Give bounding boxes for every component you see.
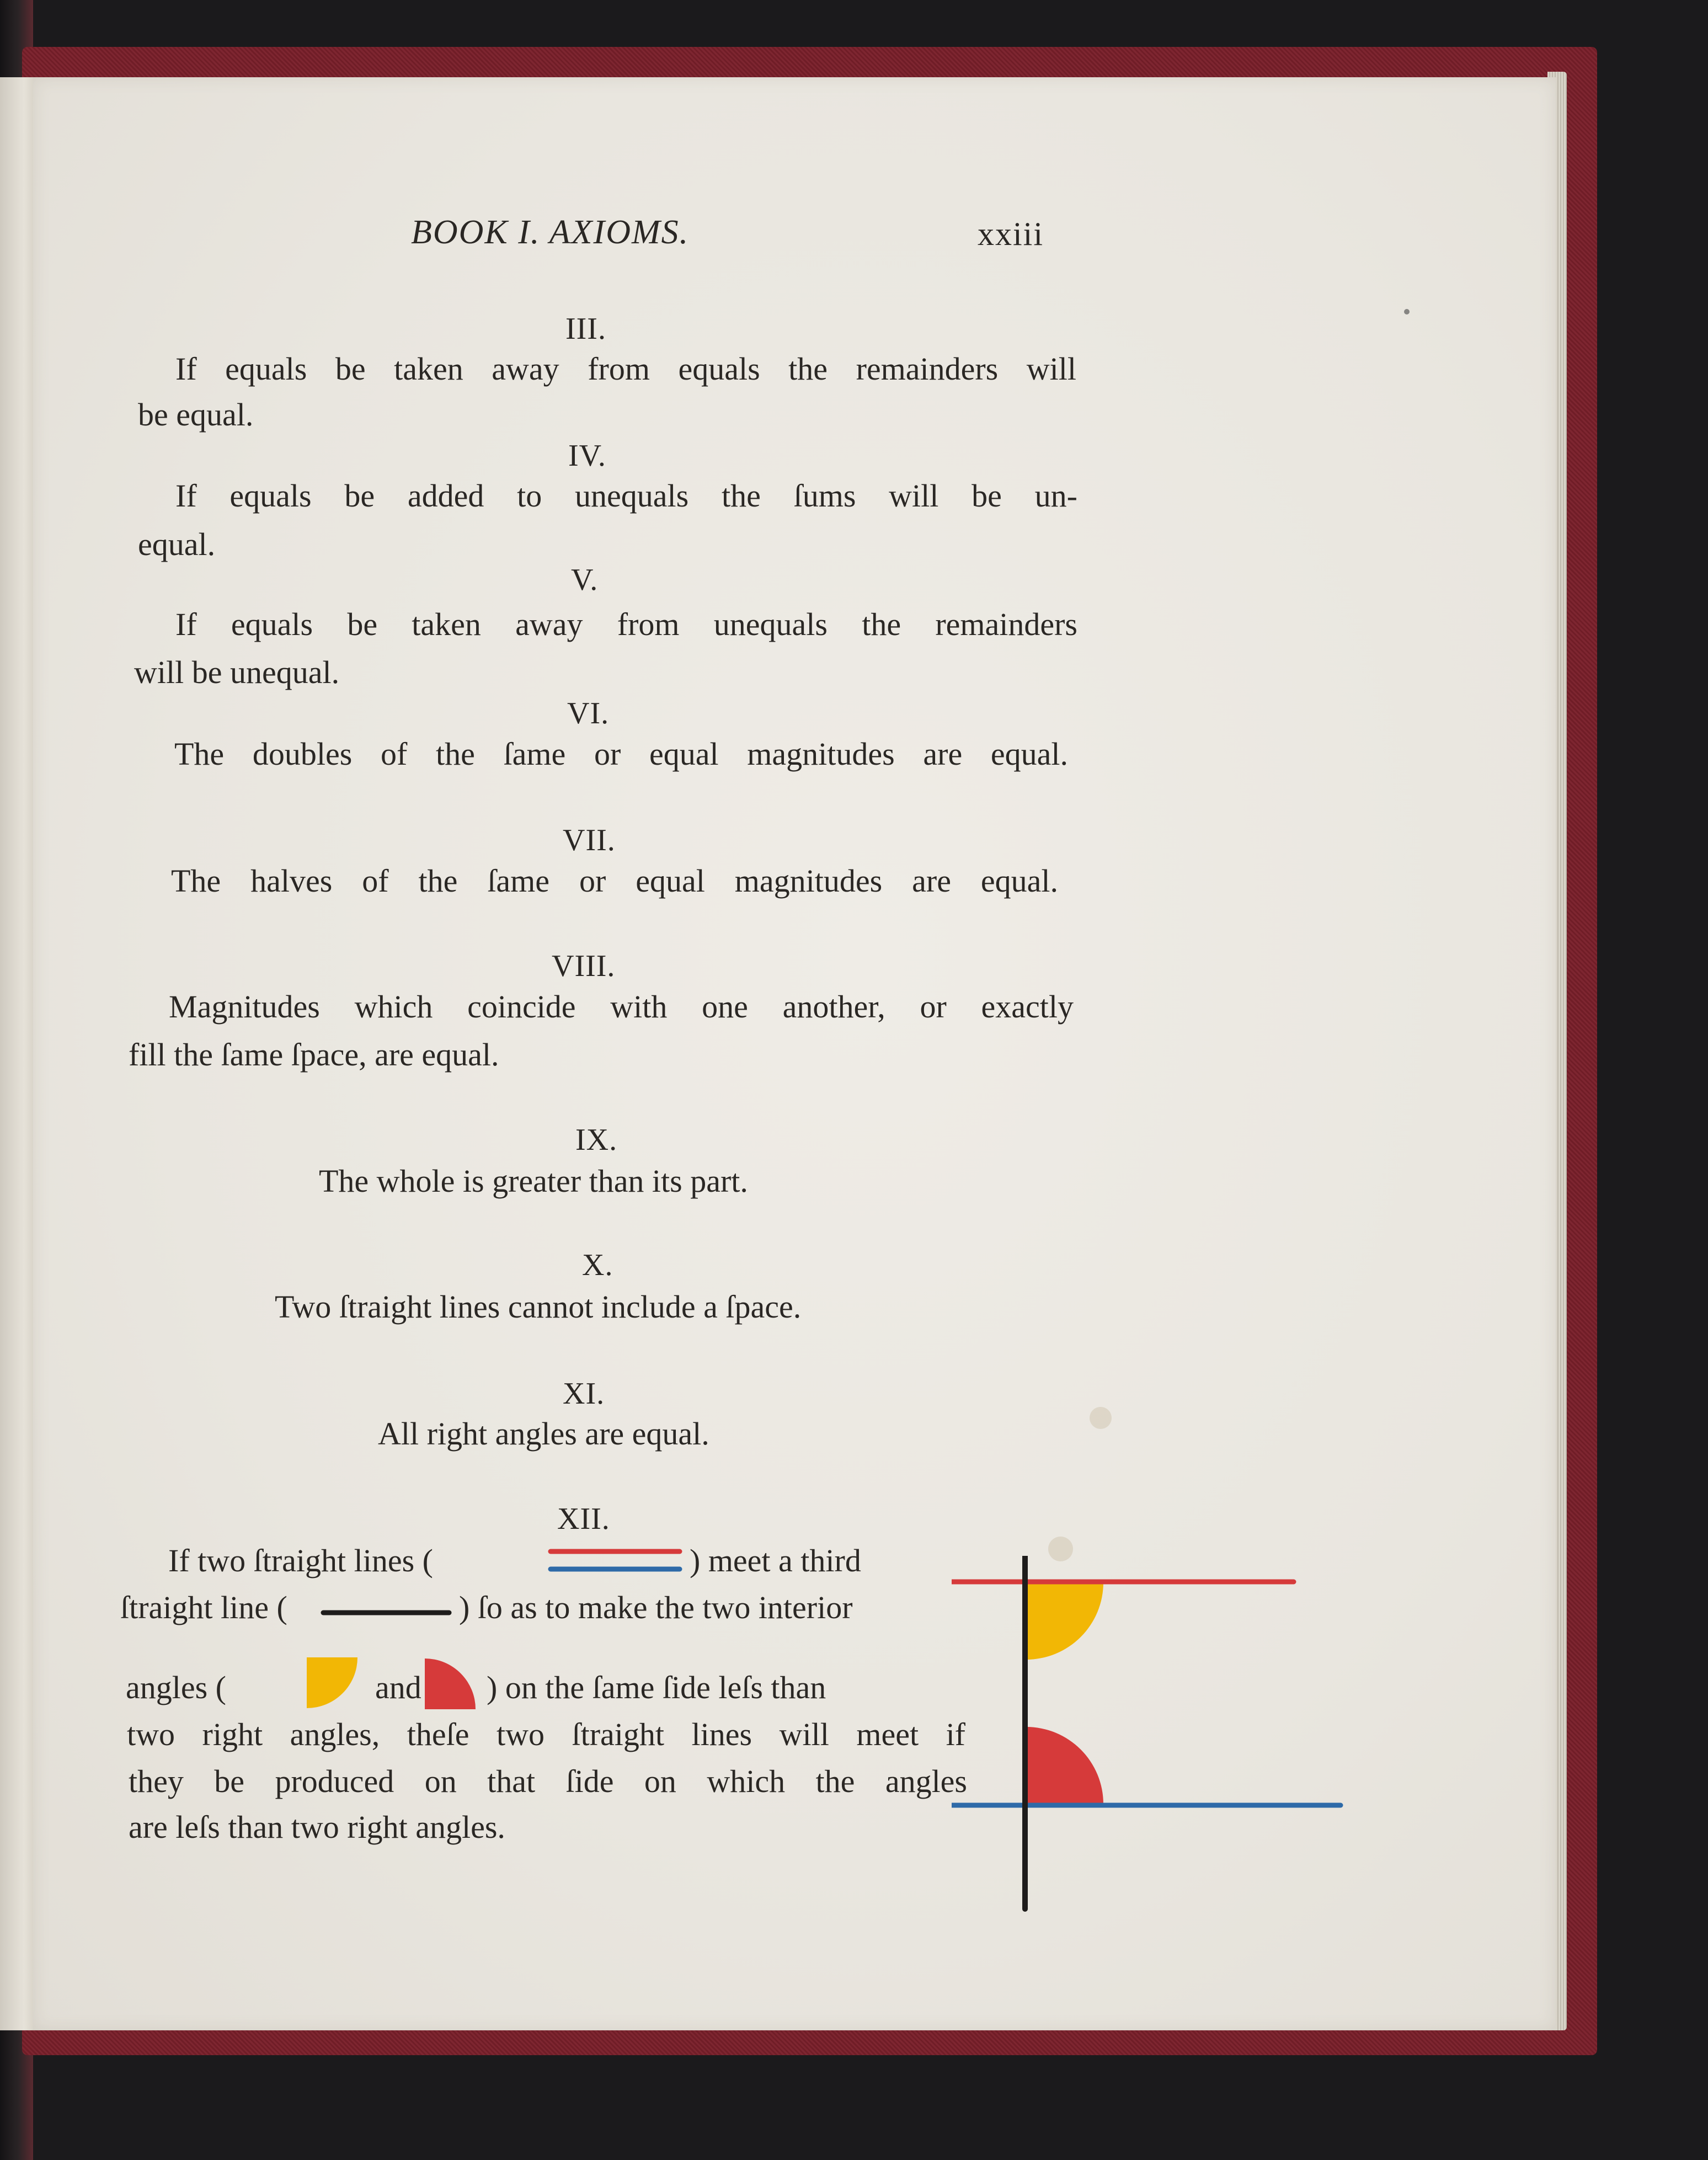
axiom-xii-diagram	[952, 1556, 1360, 1986]
two-lines-figure	[546, 1544, 690, 1577]
page	[33, 77, 1556, 2030]
diagram-yellow-angle	[1026, 1582, 1103, 1660]
axiom-text-line: and	[375, 1670, 421, 1705]
axiom-text-line: The whole is greater than its part.	[319, 1163, 748, 1199]
axiom-text-line: If two ſtraight lines (	[168, 1543, 434, 1578]
foxing-spot	[1090, 1407, 1112, 1429]
axiom-numeral: X.	[582, 1248, 613, 1282]
red-angle-figure	[419, 1654, 480, 1715]
diagram-red-angle	[1026, 1727, 1103, 1804]
axiom-text-line: will be unequal.	[134, 654, 340, 690]
third-line-figure	[320, 1607, 452, 1618]
axiom-text-line: If equals be taken away from equals the remainders will	[175, 351, 1076, 387]
axiom-text-line: ) ſo as to make the two interior	[459, 1590, 853, 1625]
page-number: xxiii	[978, 216, 1044, 252]
red-quadrant	[425, 1658, 476, 1709]
axiom-text-line: If equals be added to unequals the ſums will be un-	[175, 478, 1077, 514]
axiom-numeral: VII.	[563, 823, 616, 857]
axiom-numeral: VIII.	[552, 949, 616, 983]
axiom-text-line: ſtraight line (	[120, 1590, 287, 1625]
axiom-text-line: they be produced on that ſide on which the angles	[129, 1763, 967, 1799]
axiom-text-line: angles (	[126, 1670, 226, 1705]
axiom-text-line: The halves of the ſame or equal magnitudes are equal.	[171, 863, 1058, 899]
axiom-numeral: V.	[571, 563, 599, 597]
axiom-text-line: Magnitudes which coincide with one another, or exactly	[169, 989, 1074, 1025]
yellow-angle-figure	[302, 1651, 363, 1711]
axiom-text-line: ) meet a third	[690, 1543, 861, 1578]
axiom-numeral: III.	[565, 312, 606, 346]
axiom-numeral: IV.	[568, 439, 606, 473]
axiom-text-line: ) on the ſame ſide leſs than	[487, 1670, 826, 1705]
axiom-numeral: IX.	[575, 1123, 618, 1157]
axiom-text-line: be equal.	[138, 397, 254, 433]
axiom-text-line: The doubles of the ſame or equal magnitudes are equal.	[174, 736, 1068, 772]
running-head: BOOK I. AXIOMS.	[411, 214, 690, 251]
axiom-text-line: Two ſtraight lines cannot include a ſpace.	[275, 1289, 802, 1325]
axiom-text-line: equal.	[138, 526, 216, 562]
axiom-numeral: VI.	[567, 696, 610, 730]
axiom-numeral: XII.	[557, 1502, 610, 1536]
axiom-text-line: are leſs than two right angles.	[129, 1809, 505, 1845]
axiom-numeral: XI.	[563, 1377, 605, 1411]
axiom-text-line: If equals be taken away from unequals the remainders	[175, 606, 1077, 642]
axiom-text-line: All right angles are equal.	[378, 1416, 709, 1452]
yellow-quadrant	[307, 1657, 357, 1708]
previous-page-edge	[0, 77, 35, 2030]
ink-speck	[1404, 309, 1410, 314]
axiom-text-line: two right angles, theſe two ſtraight lines will meet if	[127, 1716, 965, 1752]
axiom-text-line: fill the ſame ſpace, are equal.	[129, 1037, 499, 1073]
